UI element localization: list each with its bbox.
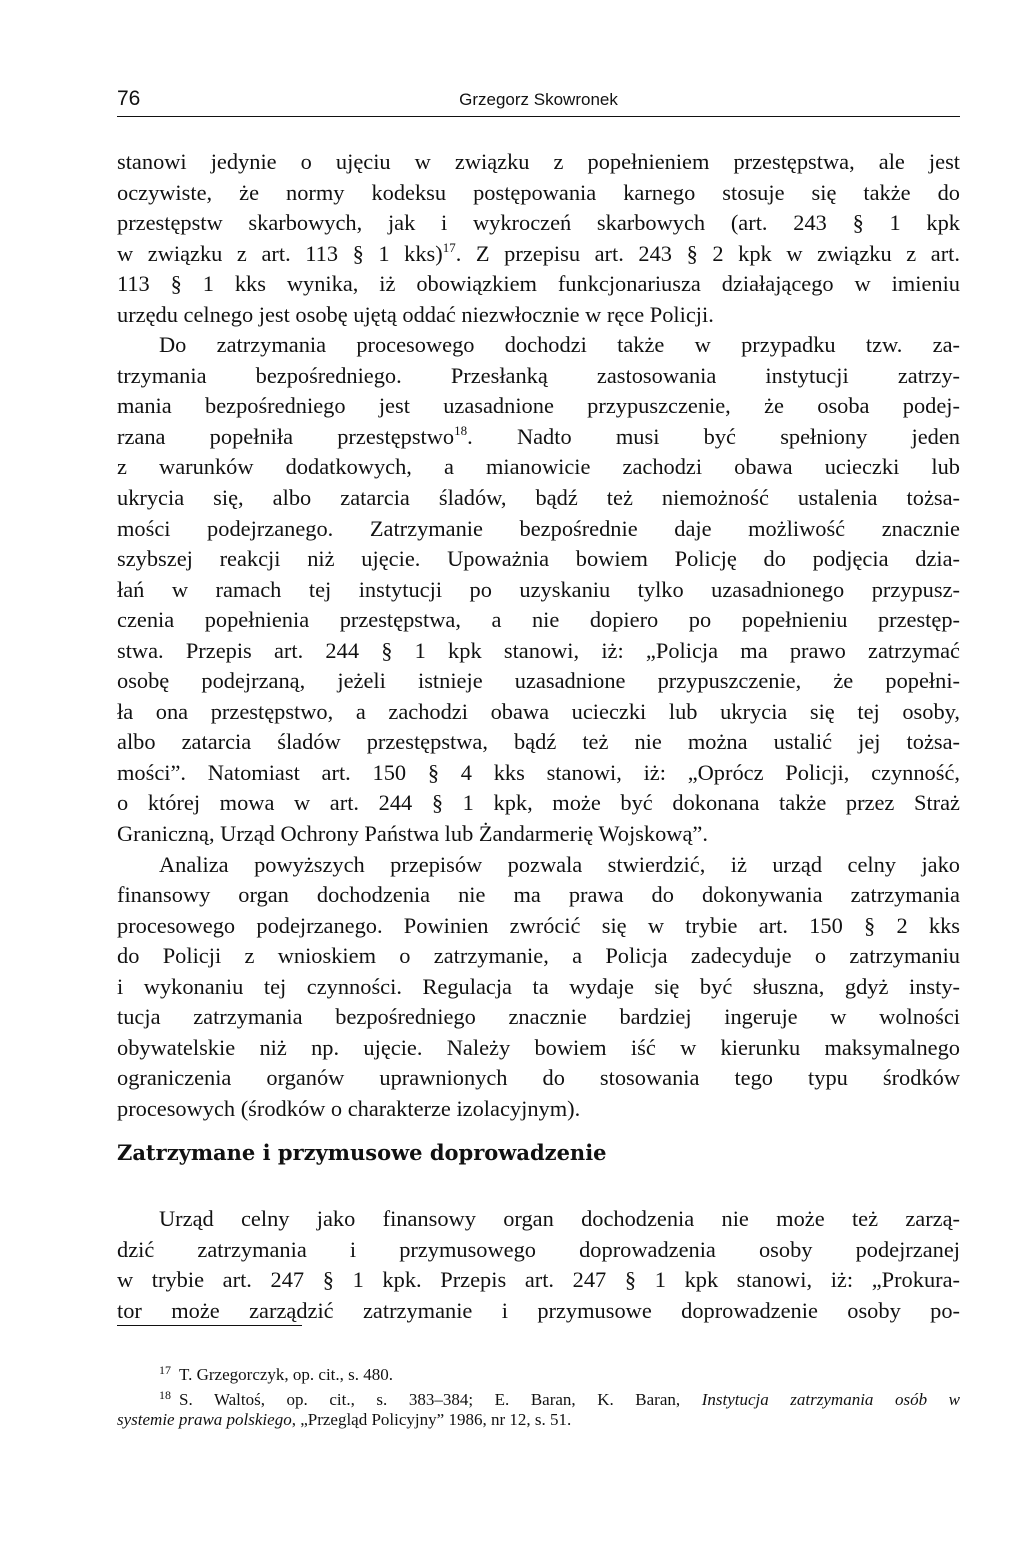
text-segment: w związku z art. 113 § 1 kks) <box>117 240 443 266</box>
text-line: mości”. Natomiast art. 150 § 4 kks stanowi, iż: „Oprócz Policji, czynność, <box>117 759 960 785</box>
text-line: dzić zatrzymania i przymusowego doprowadzenia osoby podejrzanej <box>117 1236 960 1262</box>
text-line: tor może zarządzić zatrzymanie i przymusowe doprowadzenie osoby po- <box>117 1297 960 1323</box>
text-line <box>117 239 960 270</box>
text-segment: . Z przepisu art. 243 § 2 kpk w związku z art. <box>455 240 960 266</box>
text-line: o której mowa w art. 244 § 1 kpk, może być dokonana także przez Straż <box>117 790 960 816</box>
text-line: mości podejrzanego. Zatrzymanie bezpośrednie daje możliwość znacznie <box>117 515 960 541</box>
text-line: mania bezpośredniego jest uzasadnione przypuszczenie, że osoba podej- <box>117 393 960 419</box>
footnote-mark: 18 <box>159 1388 171 1402</box>
text-line: czenia popełnienia przestępstwa, a nie dopiero po popełnieniu przestęp- <box>117 607 960 633</box>
text-line: Urząd celny jako finansowy organ dochodzenia nie może też zarzą- <box>159 1206 960 1231</box>
text-line: przestępstw skarbowych, jak i wykroczeń skarbowych (art. 243 § 1 kpk <box>117 210 960 236</box>
text-line: ograniczenia organów uprawnionych do stosowania tego typu środków <box>117 1065 960 1091</box>
footnote-ref-17: 17 <box>442 239 456 255</box>
text-line: i wykonaniu tej czynności. Regulacja ta wydaje się być słuszna, gdyż insty- <box>117 973 960 999</box>
text-line: stwa. Przepis art. 244 § 1 kpk stanowi, iż: „Policja ma prawo zatrzymać <box>117 637 960 663</box>
text-segment: . Nadto musi być spełniony jeden <box>467 423 960 449</box>
text-segment: rzana popełniła przestępstwo <box>117 423 455 449</box>
footnote-18 <box>117 1385 960 1410</box>
text-line: stanowi jedynie o ujęciu w związku z popełnieniem przestępstwa, ale jest <box>117 149 960 174</box>
text-line: urzędu celnego jest osobę ujętą oddać niezwłocznie w ręce Policji. <box>117 301 714 327</box>
paragraph-3 <box>117 850 960 1125</box>
footnotes <box>117 1360 960 1430</box>
text-line <box>117 422 960 453</box>
section-paragraph <box>117 1204 960 1326</box>
running-head-author: Grzegorz Skowronek <box>459 90 618 109</box>
footnote-text: , „Przegląd Policyjny” 1986, nr 12, s. 51. <box>291 1410 572 1429</box>
section-heading: Zatrzymane i przymusowe doprowadzenie <box>117 1140 607 1165</box>
text-line: z warunków dodatkowych, a mianowicie zachodzi obawa ucieczki lub <box>117 454 960 480</box>
text-line: trzymania bezpośredniego. Przesłanką zastosowania instytucji zatrzy- <box>117 362 960 388</box>
text-line: osobę podejrzaną, jeżeli istnieje uzasadnione przypuszczenie, że popełni- <box>117 668 960 694</box>
text-line: do Policji z wnioskiem o zatrzymanie, a Policja zadecyduje o zatrzymaniu <box>117 943 960 969</box>
footnote-title: systemie prawa polskiego <box>117 1410 292 1429</box>
footnote-17 <box>117 1360 960 1385</box>
text-line: łań w ramach tej instytucji po uzyskaniu tylko uzasadnionego przypusz- <box>117 576 960 602</box>
text-line: oczywiste, że normy kodeksu postępowania karnego stosuje się także do <box>117 179 960 205</box>
main-text <box>117 147 960 1125</box>
text-line: Graniczną, Urząd Ochrony Państwa lub Żandarmerię Wojskową”. <box>117 821 708 847</box>
text-line: procesowych (środków o charakterze izolacyjnym). <box>117 1095 581 1121</box>
paragraph-2 <box>117 330 960 849</box>
footnote-separator <box>117 1325 302 1326</box>
footnote-text: S. Waltoś, op. cit., s. 383–384; E. Baran, K. Baran, <box>179 1390 702 1409</box>
footnote-ref-18: 18 <box>454 422 468 438</box>
text-line: 113 § 1 kks wynika, iż obowiązkiem funkcjonariusza działającego w imieniu <box>117 271 960 297</box>
text-line: szybszej reakcji niż ujęcie. Upoważnia bowiem Policję do podjęcia dzia- <box>117 546 960 572</box>
paragraph-1 <box>117 147 960 330</box>
footnote-18-continued <box>117 1410 960 1430</box>
text-line: Do zatrzymania procesowego dochodzi także w przypadku tzw. za- <box>159 332 960 358</box>
text-line: procesowego podejrzanego. Powinien zwrócić się w trybie art. 150 § 2 kks <box>117 912 960 938</box>
footnote-text: T. Grzegorczyk, op. cit., s. 480. <box>179 1365 394 1384</box>
text-line: finansowy organ dochodzenia nie ma prawa do dokonywania zatrzymania <box>117 882 960 908</box>
text-line: Analiza powyższych przepisów pozwala stwierdzić, iż urząd celny jako <box>159 851 960 877</box>
text-line: obywatelskie niż np. ujęcie. Należy bowiem iść w kierunku maksymalnego <box>117 1034 960 1060</box>
text-line: w trybie art. 247 § 1 kpk. Przepis art. 247 § 1 kpk stanowi, iż: „Prokura- <box>117 1267 960 1293</box>
text-line: ła ona przestępstwo, a zachodzi obawa ucieczki lub ukrycia się tej osoby, <box>117 698 960 724</box>
text-line: tucja zatrzymania bezpośredniego znacznie bardziej ingeruje w wolności <box>117 1004 960 1030</box>
text-line: ukrycia się, albo zatarcia śladów, bądź też niemożność ustalenia tożsa- <box>117 485 960 511</box>
page-header <box>117 86 960 117</box>
text-line: albo zatarcia śladów przestępstwa, bądź też nie można ustalić jej tożsa- <box>117 729 960 755</box>
footnote-title: Instytucja zatrzymania osób w <box>701 1390 960 1409</box>
page-number: 76 <box>117 87 141 110</box>
footnote-mark: 17 <box>159 1363 171 1377</box>
